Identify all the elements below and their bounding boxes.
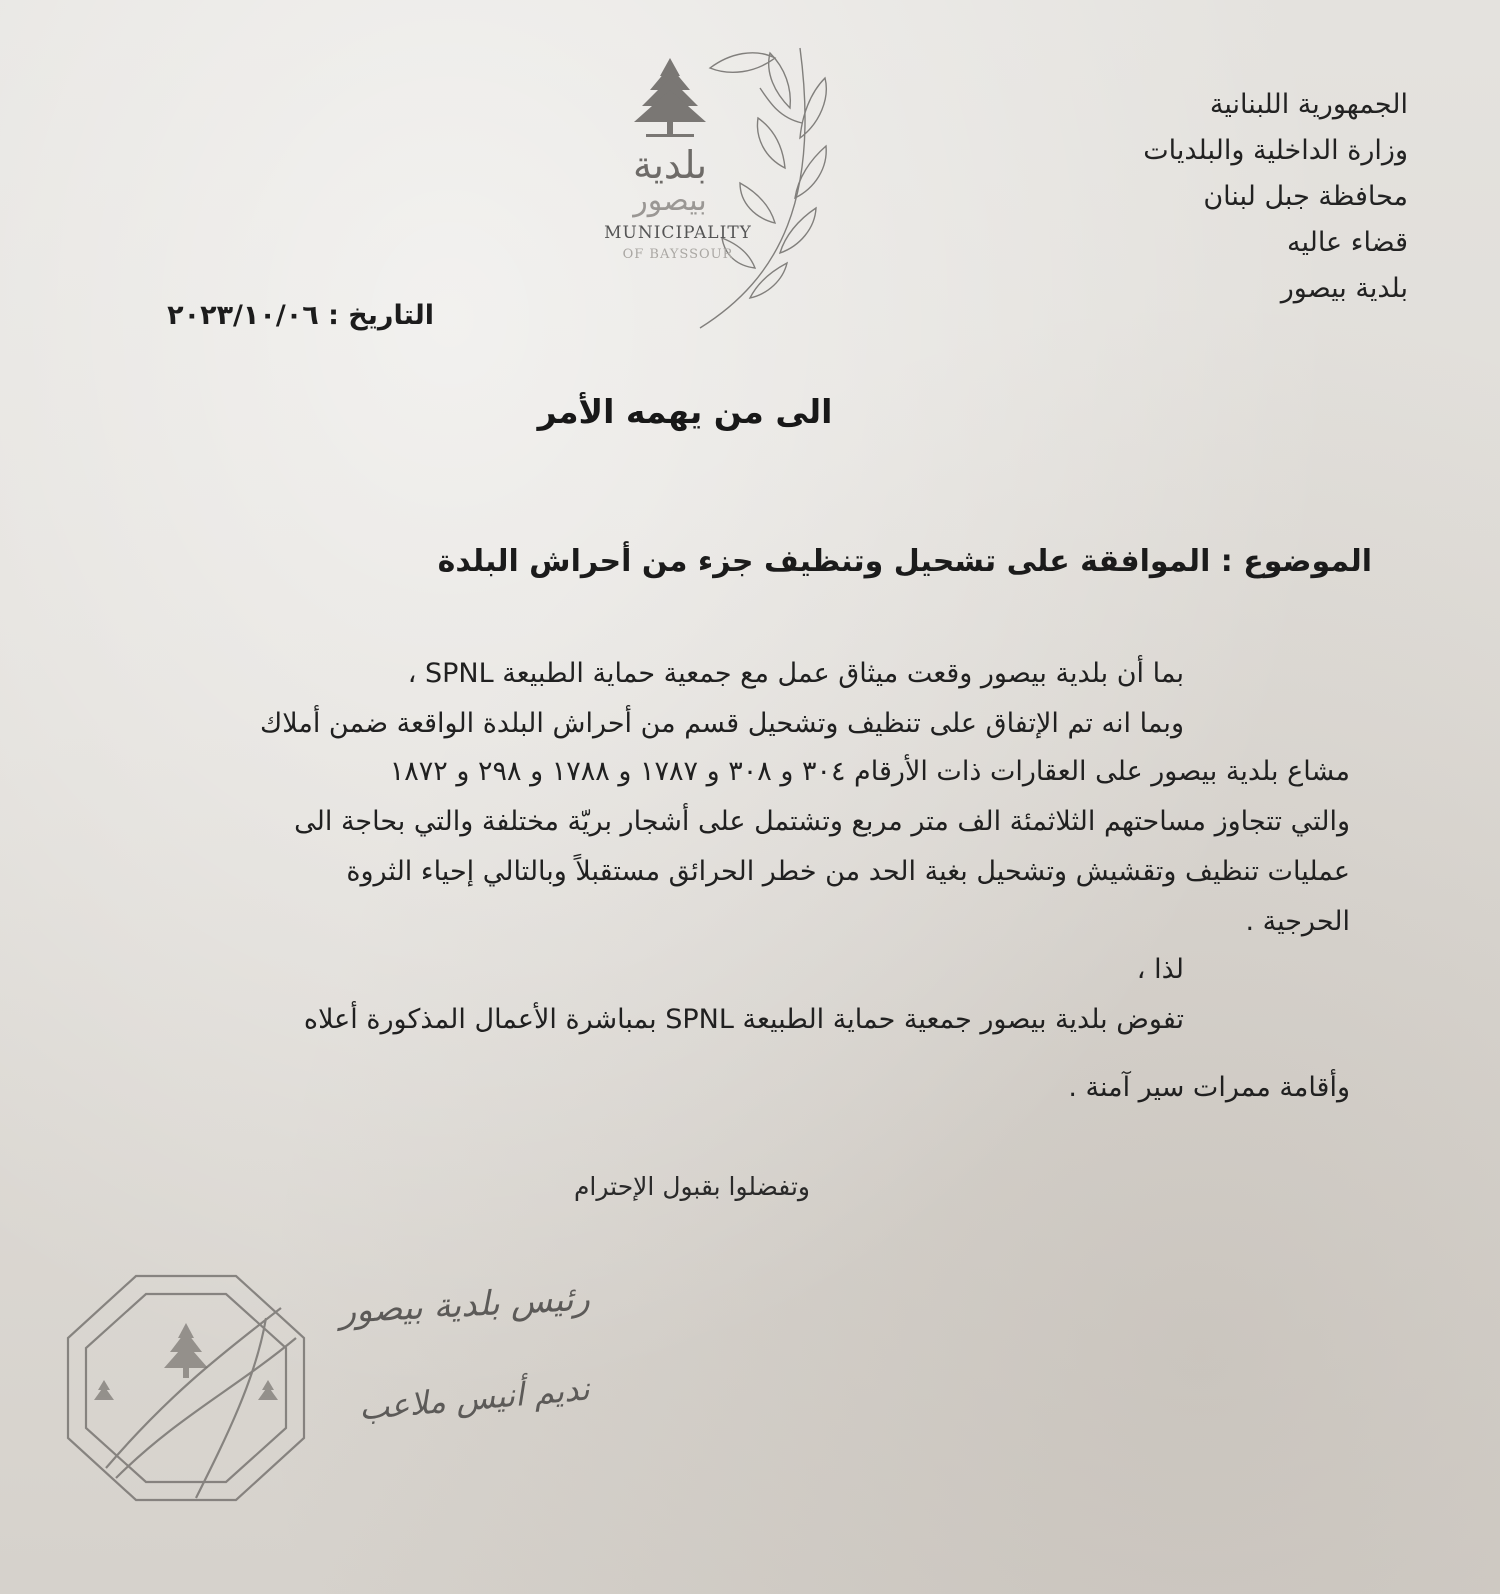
logo-english-name: MUNICIPALITY	[604, 223, 752, 243]
signature-title: رئيس بلدية بيصور	[338, 1278, 591, 1332]
header-line-municipality: بلدية بيصور	[1280, 273, 1408, 304]
body-line-2: وبما انه تم الإتفاق على تنظيف وتشحيل قسم من أحراش البلدة الواقعة ضمن أملاك	[260, 708, 1184, 739]
header-line-governorate: محافظة جبل لبنان	[1203, 181, 1408, 212]
letter-closing: وتفضلوا بقبول الإحترام	[573, 1172, 810, 1201]
letterhead	[1078, 82, 1408, 312]
signature-name: نديم أنيس ملاعب	[357, 1369, 592, 1428]
header-line-ministry: وزارة الداخلية والبلديات	[1143, 135, 1408, 166]
body-line-authorization: تفوض بلدية بيصور جمعية حماية الطبيعة SPNL بمباشرة الأعمال المذكورة أعلاه	[303, 1004, 1184, 1035]
body-line-4: والتي تتجاوز مساحتهم الثلاثمئة الف متر مربع وتشتمل على أشجار بريّة مختلفة والتي بحاجة الى	[294, 806, 1350, 837]
body-line-3: مشاع بلدية بيصور على العقارات ذات الأرقام ٣٠٤ و ٣٠٨ و ١٧٨٧ و ١٧٨٨ و ٢٩٨ و ١٨٧٢	[389, 756, 1350, 787]
letter-addressee: الى من يهمه الأمر	[537, 392, 833, 431]
body-line-6: الحرجية .	[1245, 906, 1350, 937]
body-line-final: وأقامة ممرات سير آمنة .	[1068, 1072, 1350, 1103]
body-line-1: بما أن بلدية بيصور وقعت ميثاق عمل مع جمعية حماية الطبيعة SPNL ،	[407, 658, 1184, 689]
municipality-logo	[590, 28, 860, 338]
letter-subject: الموضوع : الموافقة على تشحيل وتنظيف جزء من أحراش البلدة	[437, 544, 1372, 579]
body-line-5: عمليات تنظيف وتقشيش وتشحيل بغية الحد من خطر الحرائق مستقبلاً وبالتالي إحياء الثروة	[346, 856, 1350, 887]
body-line-therefore: لذا ،	[1136, 954, 1184, 985]
letter-date: التاريخ : ٢٠٢٣/١٠/٠٦	[167, 300, 434, 331]
logo-arabic-town: بيصور	[633, 183, 707, 218]
header-line-republic: الجمهورية اللبنانية	[1209, 89, 1408, 120]
logo-arabic-name: بلدية	[632, 143, 708, 187]
header-line-district: قضاء عاليه	[1286, 227, 1408, 258]
logo-english-town: OF BAYSSOUR	[622, 247, 734, 262]
